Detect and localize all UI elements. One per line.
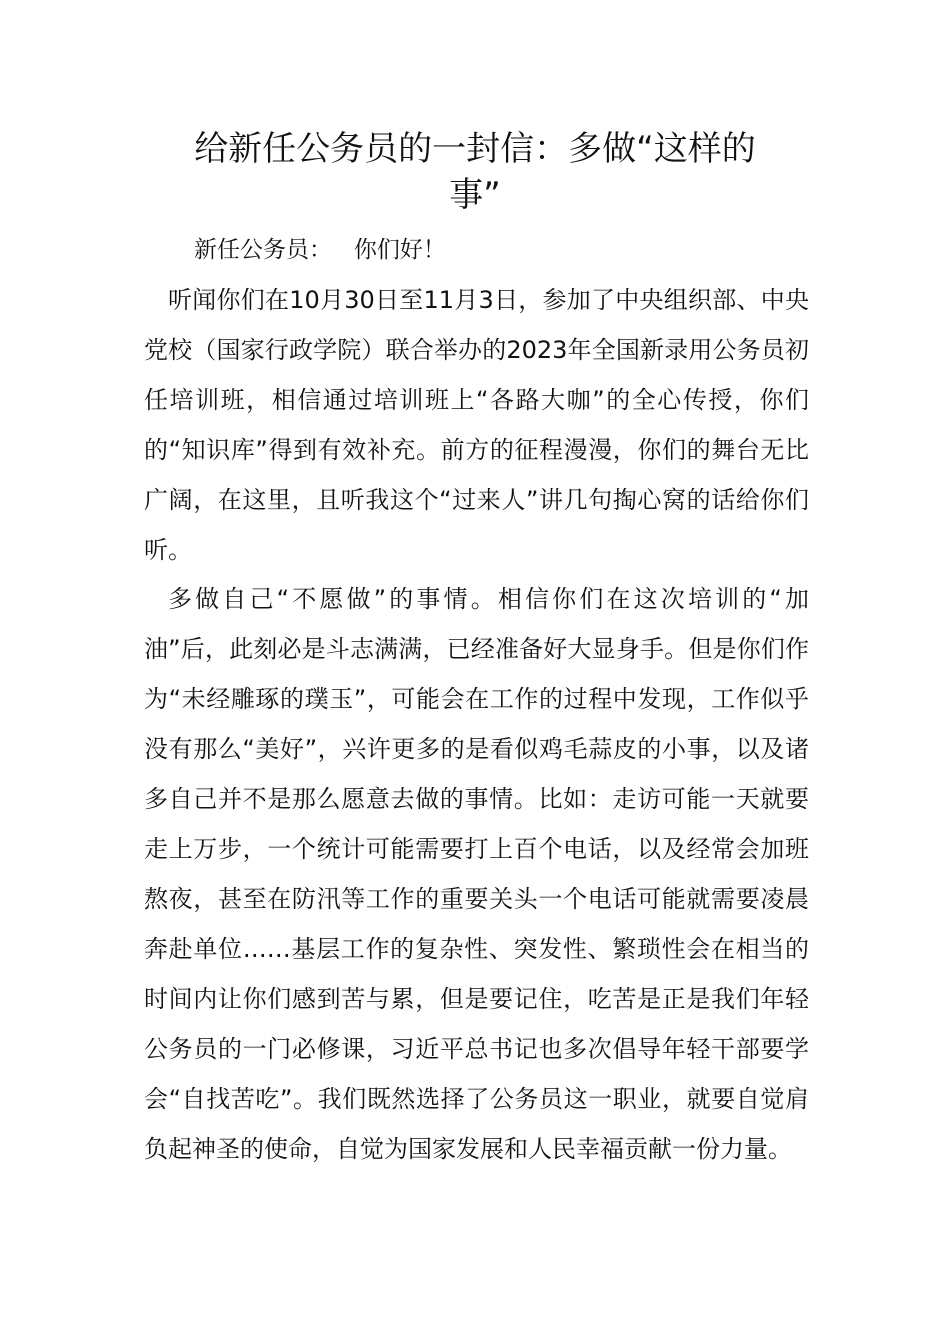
greeting-line: 新任公务员： 你们好！ [194, 237, 446, 263]
paragraph-intro: 听闻你们在10月30日至11月3日，参加了中央组织部、中央党校（国家行政学院）联合举办的2023年全国新录用公务员初任培训班，相信通过培训班上“各路大咖”的全心传授，你们的“知识库”得到有效补充。前方的征程漫漫，你们的舞台无比广阔，在这里，且听我这个“过来人”讲几句掏心窝的话给你们听。 [144, 286, 809, 564]
document-title: 给新任公务员的一封信：多做“这样的事” [194, 129, 756, 215]
paragraph-do-unwanted-things: 多做自己“不愿做”的事情。相信你们在这次培训的“加油”后，此刻必是斗志满满，已经准备好大显身手。但是你们作为“未经雕琢的璞玉”，可能会在工作的过程中发现，工作似乎没有那么“美好”，兴许更多的是看似鸡毛蒜皮的小事，以及诸多自己并不是那么愿意去做的事情。比如：走访可能一天就要走上万步，一个统计可能需要打上百个电话，以及经常会加班熬夜，甚至在防汛等工作的重要关头一个电话可能就需要凌晨奔赴单位……基层工作的复杂性、突发性、繁琐性会在相当的时间内让你们感到苦与累，但是要记住，吃苦是正是我们年轻公务员的一门必修课，习近平总书记也多次倡导年轻干部要学会“自找苦吃”。我们既然选择了公务员这一职业，就要自觉肩负起神圣的使命，自觉为国家发展和人民幸福贡献一份力量。 [144, 585, 809, 1163]
